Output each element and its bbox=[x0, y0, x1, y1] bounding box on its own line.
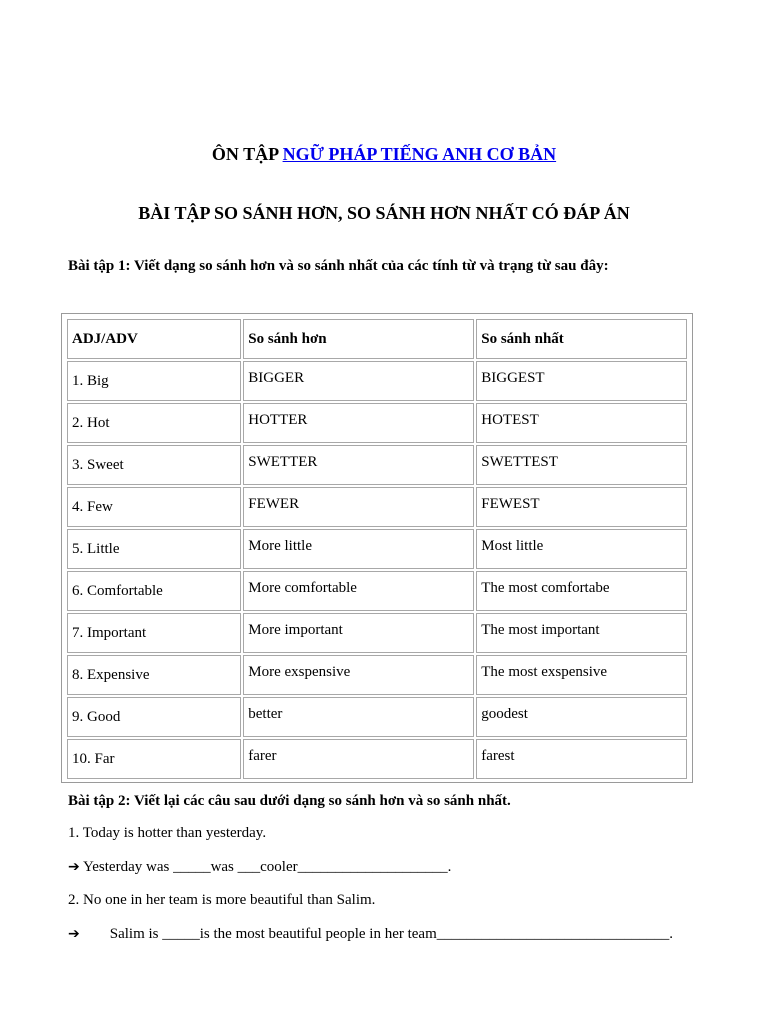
answer-value: The most comfortabe bbox=[481, 579, 610, 596]
table-row bbox=[67, 403, 687, 443]
table-row bbox=[67, 613, 687, 653]
table-row bbox=[67, 655, 687, 695]
table-cell bbox=[67, 445, 241, 485]
word-label: 7. Important bbox=[72, 624, 147, 641]
table-cell bbox=[476, 445, 687, 485]
table-row bbox=[67, 487, 687, 527]
answer-value: More important bbox=[248, 621, 343, 638]
exercise1-instruction: Bài tập 1: Viết dạng so sánh hơn và so sánh nhất của các tính từ và trạng từ sau đây: bbox=[68, 258, 609, 274]
answer-value: farer bbox=[248, 747, 277, 764]
table-cell bbox=[476, 487, 687, 527]
answer-value: BIGGEST bbox=[481, 369, 545, 386]
table-cell bbox=[243, 613, 474, 653]
answer-value: SWETTEST bbox=[481, 453, 558, 470]
grammar-link[interactable]: NGỮ PHÁP TIẾNG ANH CƠ BẢN bbox=[282, 144, 557, 164]
table-cell bbox=[243, 361, 474, 401]
answer-value: FEWER bbox=[248, 495, 300, 512]
comparison-table bbox=[65, 317, 689, 781]
word-label: 2. Hot bbox=[72, 414, 110, 431]
table-row bbox=[67, 697, 687, 737]
answer-value: better bbox=[248, 705, 283, 722]
exercise2-line: 1. Today is hotter than yesterday. bbox=[68, 825, 267, 841]
table-cell bbox=[67, 739, 241, 779]
table-cell bbox=[67, 361, 241, 401]
table-cell bbox=[243, 655, 474, 695]
table-cell bbox=[476, 361, 687, 401]
column-header: So sánh hơn bbox=[243, 319, 474, 359]
table-cell bbox=[476, 571, 687, 611]
table-row bbox=[67, 361, 687, 401]
column-header: So sánh nhất bbox=[476, 319, 687, 359]
page-title: BÀI TẬP SO SÁNH HƠN, SO SÁNH HƠN NHẤT CÓ ĐÁP ÁN bbox=[138, 203, 630, 223]
table-cell bbox=[476, 739, 687, 779]
table-cell bbox=[67, 571, 241, 611]
table-row bbox=[67, 445, 687, 485]
page-heading bbox=[0, 144, 768, 165]
table-cell bbox=[67, 697, 241, 737]
table-row bbox=[67, 571, 687, 611]
arrow-right-icon: ➔ bbox=[68, 859, 80, 875]
table-row bbox=[67, 529, 687, 569]
answer-value: HOTTER bbox=[248, 411, 308, 428]
exercise2-answer: Salim is _____is the most beautiful people in her team_______________________________. bbox=[109, 926, 674, 942]
answer-value: SWETTER bbox=[248, 453, 318, 470]
comparison-table-frame bbox=[61, 313, 693, 783]
word-label: 3. Sweet bbox=[72, 456, 124, 473]
word-label: 9. Good bbox=[72, 708, 121, 725]
word-label: 1. Big bbox=[72, 372, 109, 389]
answer-value: Most little bbox=[481, 537, 544, 554]
exercise2-line bbox=[68, 920, 698, 948]
table-cell bbox=[67, 655, 241, 695]
table-cell bbox=[67, 487, 241, 527]
exercise2-line bbox=[68, 853, 698, 881]
answer-value: goodest bbox=[481, 705, 528, 722]
table-cell bbox=[67, 403, 241, 443]
table-cell bbox=[243, 445, 474, 485]
answer-value: BIGGER bbox=[248, 369, 305, 386]
answer-value: More comfortable bbox=[248, 579, 357, 596]
word-label: 8. Expensive bbox=[72, 666, 150, 683]
table-cell bbox=[243, 697, 474, 737]
table-cell bbox=[243, 571, 474, 611]
heading-prefix: ÔN TẬP bbox=[211, 144, 279, 164]
arrow-right-icon: ➔ bbox=[68, 926, 80, 942]
answer-value: The most exspensive bbox=[481, 663, 608, 680]
table-cell bbox=[243, 403, 474, 443]
answer-value: More little bbox=[248, 537, 312, 554]
column-header: ADJ/ADV bbox=[67, 319, 241, 359]
table-cell bbox=[476, 613, 687, 653]
table-cell bbox=[476, 655, 687, 695]
table-cell bbox=[243, 529, 474, 569]
word-label: 5. Little bbox=[72, 540, 120, 557]
word-label: 6. Comfortable bbox=[72, 582, 163, 599]
table-cell bbox=[476, 529, 687, 569]
table-cell bbox=[67, 529, 241, 569]
answer-value: The most important bbox=[481, 621, 600, 638]
table-row bbox=[67, 739, 687, 779]
table-cell bbox=[243, 487, 474, 527]
table-header-row bbox=[67, 319, 687, 359]
exercise2-instruction: Bài tập 2: Viết lại các câu sau dưới dạng so sánh hơn và so sánh nhất. bbox=[68, 793, 511, 809]
answer-value: More exspensive bbox=[248, 663, 351, 680]
answer-value: farest bbox=[481, 747, 515, 764]
table-cell bbox=[476, 403, 687, 443]
answer-value: FEWEST bbox=[481, 495, 540, 512]
table-cell bbox=[476, 697, 687, 737]
table-cell bbox=[67, 613, 241, 653]
word-label: 10. Far bbox=[72, 750, 115, 767]
word-label: 4. Few bbox=[72, 498, 113, 515]
exercise2-answer: Yesterday was _____was ___cooler____________________. bbox=[82, 859, 452, 875]
answer-value: HOTEST bbox=[481, 411, 539, 428]
exercise2-line: 2. No one in her team is more beautiful than Salim. bbox=[68, 892, 376, 908]
table-cell bbox=[243, 739, 474, 779]
